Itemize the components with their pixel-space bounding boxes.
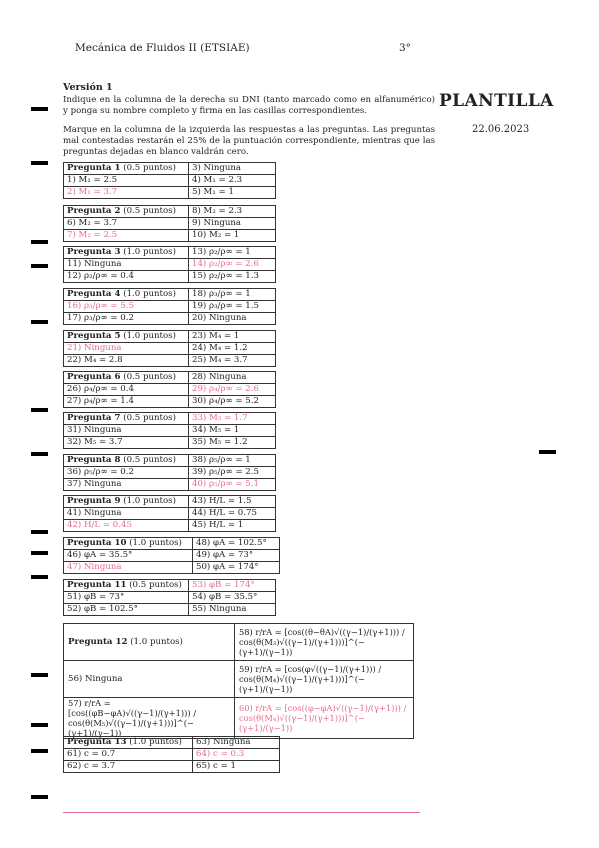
question-title: Pregunta 1	[67, 163, 121, 173]
question-6-table	[63, 371, 276, 408]
answer-option[interactable]: 3) Ninguna	[189, 163, 276, 175]
question-title: Pregunta 4	[67, 289, 121, 299]
question-10-table	[63, 537, 280, 574]
answer-option[interactable]: 30) ρ₄/ρ∞ = 5.2	[189, 396, 276, 408]
answer-option[interactable]: 32) M₅ = 3.7	[64, 437, 189, 449]
answer-option[interactable]: 8) M₂ = 2.3	[189, 206, 276, 218]
question-title: Pregunta 7	[67, 413, 121, 423]
answer-option[interactable]: 39) ρ₅/ρ∞ = 2.5	[189, 467, 276, 479]
answer-option-correct[interactable]: 47) Ninguna	[64, 562, 193, 574]
answer-option[interactable]: 35) M₅ = 1.2	[189, 437, 276, 449]
answer-option[interactable]: 56) Ninguna	[64, 661, 235, 698]
answer-option[interactable]: 20) Ninguna	[189, 313, 276, 325]
question-title: Pregunta 13	[67, 737, 127, 747]
answer-option[interactable]: 28) Ninguna	[189, 372, 276, 384]
timing-mark	[31, 240, 48, 244]
answer-option[interactable]: 45) H/L = 1	[189, 520, 276, 532]
question-2-table	[63, 205, 276, 242]
timing-mark	[31, 107, 48, 111]
answer-option[interactable]: 41) Ninguna	[64, 508, 189, 520]
answer-option[interactable]: 5) M₁ = 1	[189, 187, 276, 199]
answer-option-correct[interactable]: 33) M₅ = 1.7	[189, 413, 276, 425]
answer-option[interactable]: 34) M₅ = 1	[189, 425, 276, 437]
answer-option-correct[interactable]: 14) ρ₂/ρ∞ = 2.6	[189, 259, 276, 271]
question-points: (1.0 puntos)	[123, 247, 176, 257]
question-points: (0.5 puntos)	[129, 580, 182, 590]
course-title: Mecánica de Fluidos II (ETSIAE)	[75, 42, 250, 54]
answer-option[interactable]: 61) c = 0.7	[64, 749, 193, 761]
answer-option[interactable]: 23) M₄ = 1	[189, 331, 276, 343]
answer-option-correct[interactable]: 53) φB = 174°	[189, 580, 276, 592]
answer-option[interactable]: 59) r/rA = [cos(φ√((γ−1)/(γ+1))) / cos(θ(M₄)√((γ−1)/(γ+1)))]^(−(γ+1)/(γ−1))	[235, 661, 414, 698]
page-number: 3°	[399, 42, 411, 54]
answer-option-correct[interactable]: 60) r/rA = [cos((φ−φA)√((γ−1)/(γ+1))) / cos(θ(M₄)√((γ−1)/(γ+1)))]^(−(γ+1)/(γ−1))	[235, 698, 414, 739]
question-title: Pregunta 12	[68, 637, 128, 647]
question-title: Pregunta 6	[67, 372, 121, 382]
question-points: (0.5 puntos)	[123, 413, 176, 423]
timing-mark	[31, 575, 48, 579]
timing-mark	[31, 264, 48, 268]
answer-option[interactable]: 19) ρ₃/ρ∞ = 1.5	[189, 301, 276, 313]
answer-option-correct[interactable]: 21) Ninguna	[64, 343, 189, 355]
question-title: Pregunta 2	[67, 206, 121, 216]
answer-option[interactable]: 48) φA = 102.5°	[193, 538, 280, 550]
question-11-table	[63, 579, 276, 616]
answer-option[interactable]: 44) H/L = 0.75	[189, 508, 276, 520]
question-7-table	[63, 412, 276, 449]
answer-option[interactable]: 54) φB = 35.5°	[189, 592, 276, 604]
answer-option[interactable]: 37) Ninguna	[64, 479, 189, 491]
answer-option[interactable]: 18) ρ₃/ρ∞ = 1	[189, 289, 276, 301]
question-title: Pregunta 3	[67, 247, 121, 257]
question-8-table	[63, 454, 276, 491]
question-4-table	[63, 288, 276, 325]
question-3-table	[63, 246, 276, 283]
question-points: (1.0 puntos)	[130, 637, 183, 647]
timing-mark	[31, 320, 48, 324]
question-title: Pregunta 10	[67, 538, 127, 548]
answer-option[interactable]: 49) φA = 73°	[193, 550, 280, 562]
timing-mark	[31, 551, 48, 555]
answer-option[interactable]: 1) M₁ = 2.5	[64, 175, 189, 187]
question-title: Pregunta 11	[67, 580, 127, 590]
question-title: Pregunta 5	[67, 331, 121, 341]
answer-option[interactable]: 65) c = 1	[193, 761, 280, 773]
question-points: (1.0 puntos)	[123, 331, 176, 341]
answer-option[interactable]: 13) ρ₂/ρ∞ = 1	[189, 247, 276, 259]
question-9-table	[63, 495, 276, 532]
timing-mark	[31, 161, 48, 165]
question-title: Pregunta 8	[67, 455, 121, 465]
answer-option-correct[interactable]: 29) ρ₄/ρ∞ = 2.6	[189, 384, 276, 396]
answer-option-correct[interactable]: 2) M₁ = 3.7	[64, 187, 189, 199]
answer-option[interactable]: 38) ρ₅/ρ∞ = 1	[189, 455, 276, 467]
answer-option[interactable]: 17) ρ₃/ρ∞ = 0.2	[64, 313, 189, 325]
timing-mark	[31, 673, 48, 677]
version-label: Versión 1	[63, 82, 113, 93]
answer-option[interactable]: 6) M₂ = 3.7	[64, 218, 189, 230]
answer-option[interactable]: 58) r/rA = [cos((θ−θA)√((γ−1)/(γ+1))) / cos(θ(M₃)√((γ−1)/(γ+1)))]^(−(γ+1)/(γ−1))	[235, 624, 414, 661]
answer-option[interactable]: 46) φA = 35.5°	[64, 550, 193, 562]
instructions-p1: Indique en la columna de la derecha su DNI (tanto marcado como en alfanumérico) y ponga su nombre completo y firma en las casillas correspondientes.	[63, 95, 435, 116]
timing-mark	[539, 450, 556, 454]
instructions-p2: Marque en la columna de la izquierda las respuestas a las preguntas. Las preguntas mal contestadas restarán el 25% de la puntuación correspondiente, mientras que las preguntas dejadas en blanco valdrán cero.	[63, 125, 435, 157]
question-points: (0.5 puntos)	[123, 163, 176, 173]
answer-option[interactable]: 25) M₄ = 3.7	[189, 355, 276, 367]
answer-option-correct[interactable]: 42) H/L = 0.45	[64, 520, 189, 532]
question-5-table	[63, 330, 276, 367]
question-1-table	[63, 162, 276, 199]
timing-mark	[31, 452, 48, 456]
timing-mark	[31, 723, 48, 727]
question-points: (1.0 puntos)	[123, 289, 176, 299]
answer-option[interactable]: 36) ρ₅/ρ∞ = 0.2	[64, 467, 189, 479]
answer-option[interactable]: 62) c = 3.7	[64, 761, 193, 773]
answer-option[interactable]: 24) M₄ = 1.2	[189, 343, 276, 355]
answer-option[interactable]: 57) r/rA = [cos((φB−φA)√((γ−1)/(γ+1))) / cos(θ(M₅)√((γ−1)/(γ+1)))]^(−(γ+1)/(γ−1))	[64, 698, 235, 739]
answer-option[interactable]: 50) φA = 174°	[193, 562, 280, 574]
question-points: (0.5 puntos)	[123, 372, 176, 382]
answer-option[interactable]: 55) Ninguna	[189, 604, 276, 616]
answer-option[interactable]: 43) H/L = 1.5	[189, 496, 276, 508]
answer-option[interactable]: 9) Ninguna	[189, 218, 276, 230]
question-13-table	[63, 736, 280, 773]
question-12-table	[63, 623, 414, 739]
timing-mark	[31, 749, 48, 753]
answer-option[interactable]: 10) M₂ = 1	[189, 230, 276, 242]
question-points: (0.5 puntos)	[123, 455, 176, 465]
question-points: (1.0 puntos)	[123, 496, 176, 506]
answer-option-correct[interactable]: 16) ρ₃/ρ∞ = 5.5	[64, 301, 189, 313]
timing-mark	[31, 795, 48, 799]
answer-option[interactable]: 26) ρ₄/ρ∞ = 0.4	[64, 384, 189, 396]
question-title: Pregunta 9	[67, 496, 121, 506]
question-points: (1.0 puntos)	[129, 737, 182, 747]
answer-option-correct[interactable]: 40) ρ₅/ρ∞ = 5.1	[189, 479, 276, 491]
answer-option-correct[interactable]: 64) c = 0.3	[193, 749, 280, 761]
answer-option[interactable]: 11) Ninguna	[64, 259, 189, 271]
answer-option[interactable]: 22) M₄ = 2.8	[64, 355, 189, 367]
timing-mark	[31, 408, 48, 412]
plantilla-title: PLANTILLA	[439, 91, 554, 111]
answer-option[interactable]: 4) M₁ = 2.3	[189, 175, 276, 187]
answer-option[interactable]: 63) Ninguna	[193, 737, 280, 749]
question-points: (0.5 puntos)	[123, 206, 176, 216]
answer-option[interactable]: 27) ρ₄/ρ∞ = 1.4	[64, 396, 189, 408]
answer-option[interactable]: 12) ρ₂/ρ∞ = 0.4	[64, 271, 189, 283]
exam-date: 22.06.2023	[472, 124, 530, 135]
timing-mark	[31, 530, 48, 534]
answer-option[interactable]: 52) φB = 102.5°	[64, 604, 189, 616]
signature-rule	[63, 812, 420, 813]
answer-option[interactable]: 51) φB = 73°	[64, 592, 189, 604]
answer-option[interactable]: 15) ρ₂/ρ∞ = 1.3	[189, 271, 276, 283]
answer-option-correct[interactable]: 7) M₂ = 2.5	[64, 230, 189, 242]
answer-option[interactable]: 31) Ninguna	[64, 425, 189, 437]
question-points: (1.0 puntos)	[129, 538, 182, 548]
